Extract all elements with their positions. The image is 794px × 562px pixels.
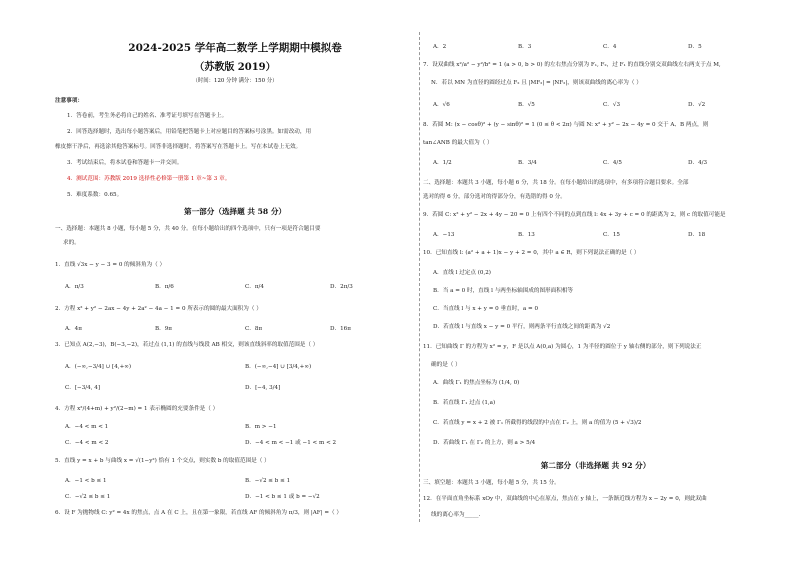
option: B．3/4: [518, 160, 537, 166]
option: A．−1 < b ≤ 1: [65, 478, 107, 484]
option: C．−√2 ≤ b ≤ 1: [65, 494, 111, 500]
note-item: 橡皮擦干净后，再选涂其他答案标号。回答非选择题时，将答案写在答题卡上。写在本试卷上无效。: [55, 144, 302, 150]
option: A．2: [433, 44, 447, 50]
left-column: [55, 0, 415, 562]
option: C．8π: [245, 326, 263, 332]
question-5: 5．直线 y = x + b 与曲线 x = √(1−y²) 恰有 1 个交点，则实数 b 的取值范围是（ ）: [55, 458, 270, 464]
option: B．−√2 ≤ b ≤ 1: [245, 478, 291, 484]
option: D．16π: [330, 326, 351, 332]
option: B．√5: [518, 102, 535, 108]
question-7-cont: N．若以 MN 为直径的圆经过点 F₂ 且 |MF₂| = |NF₂|，则该双曲线的离心率为（ ）: [431, 80, 642, 86]
option: C．−4 < m < 2: [65, 440, 109, 446]
option: A．直线 l 过定点 (0,2): [433, 270, 491, 276]
option: D．若曲线 Γ₁ 在 Γ₂ 的上方，则 a > 5/4: [433, 440, 536, 446]
note-item: 1．答卷前，考生务必将自己的姓名、准考证号填写在答题卡上。: [67, 113, 228, 119]
option: B．13: [518, 232, 535, 238]
question-6: 6．设 F 为抛物线 C: y² = 4x 的焦点，点 A 在 C 上，且在第一象限，若直线 AF 的倾斜角为 π/3，则 |AF| =（ ）: [55, 510, 342, 516]
option: D．4/3: [688, 160, 708, 166]
page-subtitle: （苏教版 2019）: [194, 62, 276, 73]
option: D．√2: [688, 102, 706, 108]
question-4: 4．方程 x²/(4+m) + y²/(2−m) = 1 表示椭圆的充要条件是（ ）: [55, 406, 219, 412]
question-3: 3．已知点 A(2,−3)，B(−3,−2)，若过点 (1,1) 的直线与线段 AB 相交，则该直线斜率的取值范围是（ ）: [55, 342, 319, 348]
option: A．√6: [433, 102, 450, 108]
question-12: 12．在平面直角坐标系 xOy 中，双曲线的中心在原点，焦点在 y 轴上，一条渐近线方程为 x − 2y = 0，则此双曲: [423, 496, 707, 502]
question-1: 1．直线 √3x − y − 3 = 0 的倾斜角为（ ）: [55, 262, 166, 268]
section3-instruction: 三、填空题：本题共 3 小题，每小题 5 分，共 15 分。: [423, 480, 560, 486]
option: B．当 a = 0 时，直线 l 与两坐标轴围成的图形面积相等: [433, 288, 574, 294]
column-divider: [419, 32, 420, 522]
option: A．π/3: [65, 284, 84, 290]
question-7: 7．设双曲线 x²/a² − y²/b² = 1 (a > 0, b > 0) 的左右焦点分别为 F₁, F₂，过 F₁ 的直线分别交双曲线左右两支于点 M,: [423, 62, 721, 68]
option: D．5: [688, 44, 702, 50]
option: D．若直线 l 与直线 x − y = 0 平行，则两条平行直线之间的距离为 √2: [433, 324, 611, 330]
question-2: 2．方程 x² + y² − 2ax − 4y + 2a² − 4a − 1 = 0 所表示的圆的最大面积为（ ）: [55, 306, 262, 312]
option: A．(−∞,−3/4] ∪ [4,+∞): [65, 364, 132, 370]
question-8: 8．若圆 M: (x − cosθ)² + (y − sinθ)² = 1 (0 ≤ θ < 2π) 与圆 N: x² + y² − 2x − 4y = 0 交于 A、B 两点，则: [423, 122, 709, 128]
option: A．−13: [433, 232, 455, 238]
part2-heading: 第二部分（非选择题 共 92 分）: [540, 461, 651, 470]
option: D．18: [688, 232, 706, 238]
option: C．4/5: [603, 160, 622, 166]
option: C．4: [603, 44, 617, 50]
option: A．曲线 Γ₁ 的焦点坐标为 (1/4, 0): [433, 380, 520, 386]
option: C．15: [603, 232, 620, 238]
option: B．π/6: [155, 284, 174, 290]
question-11-cont: 确的是（ ）: [431, 362, 461, 368]
note-item: 2．回答选择题时，选出每小题答案后，用铅笔把答题卡上对应题目的答案标号涂黑。如需改动，用: [67, 129, 312, 135]
option: B．3: [518, 44, 532, 50]
section2-instruction-cont: 选对的得 6 分，部分选对的得部分分，有选错的得 0 分。: [423, 194, 566, 200]
option: D．−1 < b ≤ 1 或 b = −√2: [245, 494, 320, 500]
option: D．−4 < m < −1 或 −1 < m < 2: [245, 440, 337, 446]
option: D．[−4, 3/4]: [245, 385, 281, 391]
question-9: 9．若圆 C: x² + y² − 2x + 4y − 20 = 0 上有四个不同的点到直线 l: 4x + 3y + c = 0 的距离为 2，则 c 的取值可能是: [423, 212, 726, 218]
option: C．若直线 y = x + 2 被 Γ₁ 所截得的线段的中点在 Γ₂ 上，则 a 的值为 (5 + √3)/2: [433, 420, 642, 426]
question-8-cont: tan∠ANB 的最大值为（ ）: [423, 140, 493, 146]
note-item: 5．难度系数：0.65。: [67, 192, 123, 198]
option: B．(−∞,−4] ∪ [3/4,+∞): [245, 364, 312, 370]
right-column: [423, 0, 768, 562]
note-item-scope: 4．测试范围：苏教版 2019 选择性必修第一册第 1 章~第 3 章。: [67, 176, 231, 182]
option: B．若直线 Γ₁ 过点 (1,a): [433, 400, 496, 406]
part1-heading: 第一部分（选择题 共 58 分）: [183, 207, 287, 216]
note-item: 3．考试结束后，将本试卷和答题卡一并交回。: [67, 160, 183, 166]
option: C．π/4: [245, 284, 264, 290]
exam-meta: （时间：120 分钟 满分：150 分）: [192, 78, 278, 84]
option: A．1/2: [433, 160, 452, 166]
option: C．[−3/4, 4]: [65, 385, 101, 391]
option: B．m > −1: [245, 424, 277, 430]
option: A．4π: [65, 326, 82, 332]
section1-instruction: 一、选择题：本题共 8 小题，每小题 5 分，共 40 分。在每小题给出的四个选项中，只有一项是符合题目要: [55, 226, 321, 232]
option: D．2π/3: [330, 284, 353, 290]
option: B．9π: [155, 326, 172, 332]
option: C．√3: [603, 102, 620, 108]
question-12-cont: 线的离心率为_____.: [431, 512, 481, 518]
section1-instruction-cont: 求的。: [63, 240, 80, 246]
notes-heading: 注意事项：: [55, 98, 83, 104]
question-10: 10．已知直线 l: (a² + a + 1)x − y + 2 = 0，其中 a ∈ R，则下列说法正确的是（ ）: [423, 250, 640, 256]
option: C．当直线 l 与 x + y = 0 垂直时，a = 0: [433, 306, 539, 312]
page-title: 2024-2025 学年高二数学上学期期中模拟卷: [128, 42, 342, 54]
section2-instruction: 二、选择题：本题共 3 小题，每小题 6 分，共 18 分。在每小题给出的选项中，有多项符合题目要求。全部: [423, 180, 689, 186]
question-11: 11．已知曲线 Γ 的方程为 x² = y，F 是以点 A(0,a) 为圆心，1 为半径的圆位于 y 轴右侧的部分，则下列说法正: [423, 344, 702, 350]
option: A．−4 < m < 1: [65, 424, 109, 430]
